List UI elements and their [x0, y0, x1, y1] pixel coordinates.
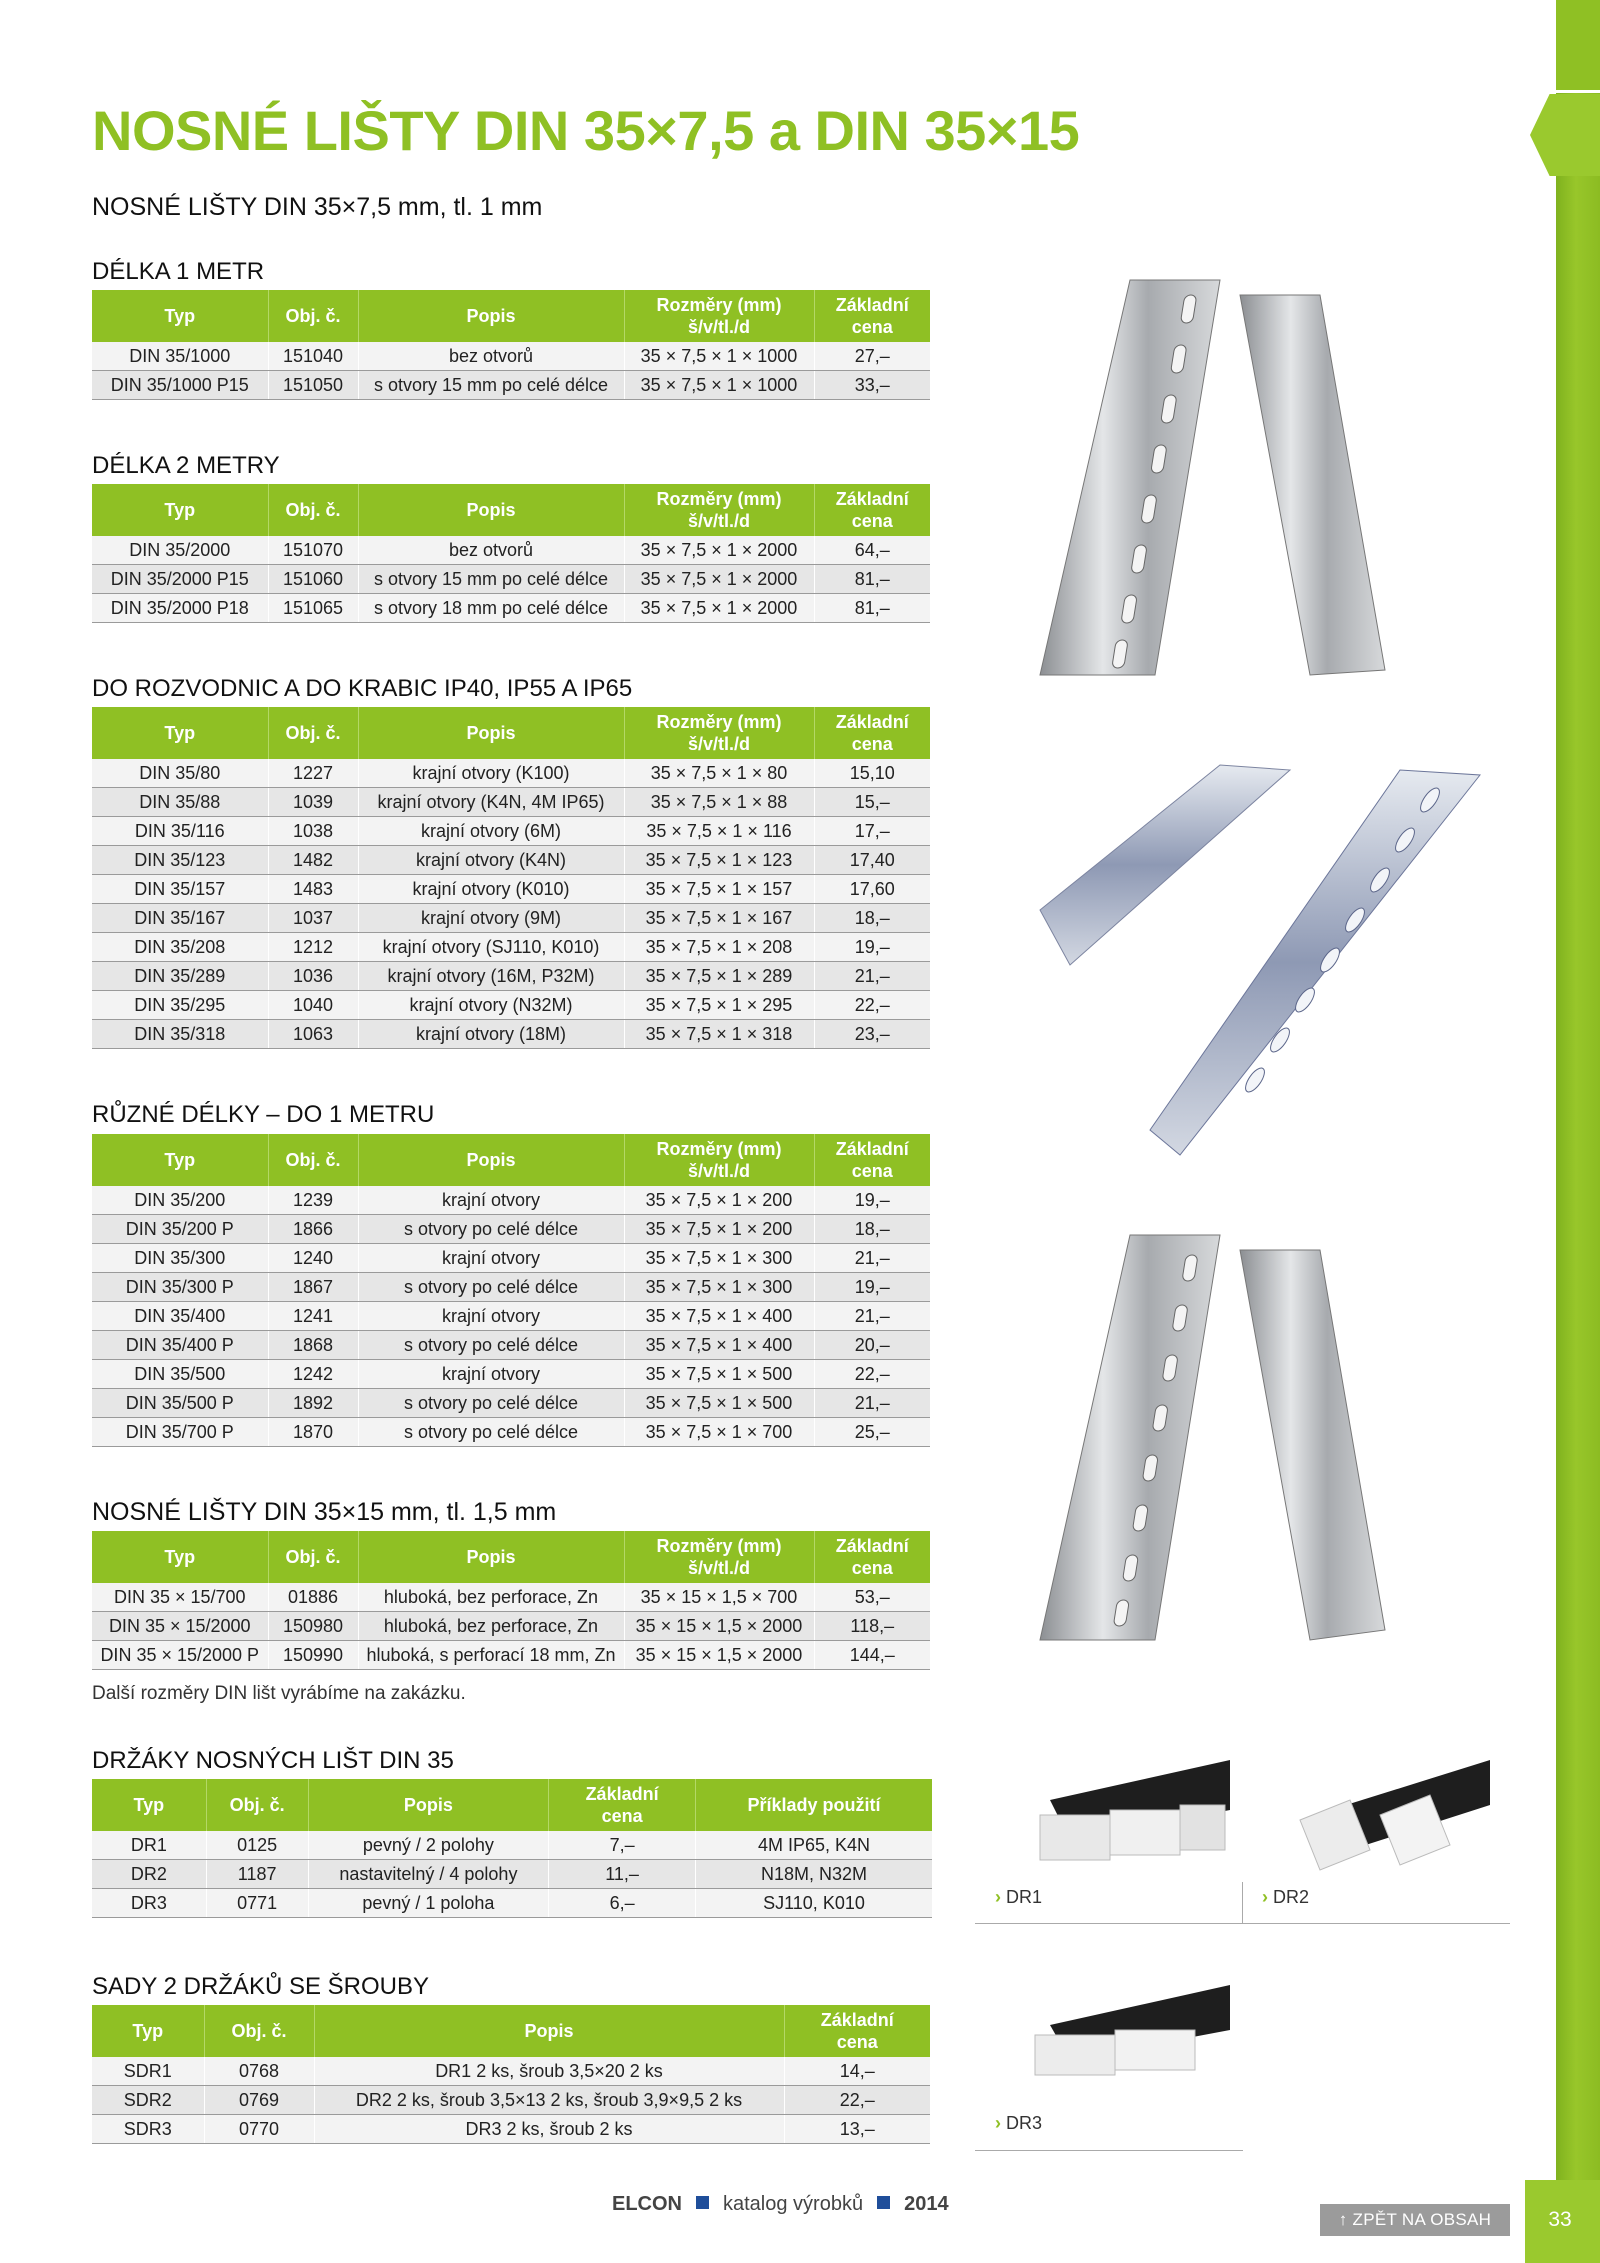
- table-cell: 1892: [268, 1389, 358, 1418]
- table-cell: DIN 35 × 15/2000 P: [92, 1641, 268, 1670]
- table-cell: hluboká, bez perforace, Zn: [358, 1583, 624, 1612]
- table-cell: 1036: [268, 962, 358, 991]
- table-cell: 23,–: [814, 1020, 930, 1049]
- header-rozmery: Rozměry (mm) š/v/tl./d: [624, 290, 814, 342]
- table-cell: 35 × 7,5 × 1 × 400: [624, 1302, 814, 1331]
- table-row: [92, 1273, 930, 1302]
- header-obj: Obj. č.: [268, 484, 358, 536]
- table-cell: s otvory po celé délce: [358, 1418, 624, 1447]
- table-cell: 15,–: [814, 788, 930, 817]
- header-typ: Typ: [92, 707, 268, 759]
- footer-square-icon: [696, 2196, 709, 2209]
- dr3-photo: [1010, 1985, 1230, 2095]
- table-cell: 35 × 7,5 × 1 × 88: [624, 788, 814, 817]
- header-cena: Základní cena: [814, 290, 930, 342]
- table-cell: 35 × 7,5 × 1 × 500: [624, 1389, 814, 1418]
- header-obj: Obj. č.: [268, 290, 358, 342]
- table-row: [92, 846, 930, 875]
- header-cena: Základní cena: [814, 1134, 930, 1186]
- table-cell: 11,–: [549, 1860, 696, 1889]
- header-priklady: Příklady použití: [695, 1779, 932, 1831]
- table-cell: 151040: [268, 342, 358, 371]
- table-cell: DR1 2 ks, šroub 3,5×20 2 ks: [314, 2057, 784, 2086]
- din-rail-photo-3: [1020, 1230, 1420, 1650]
- table-cell: 1482: [268, 846, 358, 875]
- table-cell: 35 × 7,5 × 1 × 116: [624, 817, 814, 846]
- table-cell: 1187: [206, 1860, 308, 1889]
- table-cell: DIN 35/295: [92, 991, 268, 1020]
- table-row: [92, 342, 930, 371]
- table-cell: krajní otvory (N32M): [358, 991, 624, 1020]
- section-heading-1m: DÉLKA 1 METR: [92, 258, 265, 285]
- table-row: [92, 933, 930, 962]
- header-popis: Popis: [358, 1531, 624, 1583]
- caption-dr2-label: DR2: [1273, 1887, 1310, 1907]
- table-cell: 22,–: [814, 991, 930, 1020]
- table-header-row: [92, 290, 930, 342]
- table-cell: DIN 35/400: [92, 1302, 268, 1331]
- table-cell: s otvory po celé délce: [358, 1389, 624, 1418]
- table-cell: krajní otvory (K4N): [358, 846, 624, 875]
- header-rozmery: Rozměry (mm) š/v/tl./d: [624, 707, 814, 759]
- table-cell: 35 × 7,5 × 1 × 289: [624, 962, 814, 991]
- table-cell: 1483: [268, 875, 358, 904]
- table-cell: 1866: [268, 1215, 358, 1244]
- table-header-row: [92, 1779, 932, 1831]
- table-cell: 19,–: [814, 933, 930, 962]
- table-cell: DIN 35/318: [92, 1020, 268, 1049]
- table-cell: krajní otvory (K100): [358, 759, 624, 788]
- table-row: [92, 1215, 930, 1244]
- table-cell: 1241: [268, 1302, 358, 1331]
- table-cell: DIN 35/500: [92, 1360, 268, 1389]
- table-1m: [92, 290, 930, 400]
- table-cell: 0771: [206, 1889, 308, 1918]
- table-header-row: [92, 707, 930, 759]
- table-cell: 35 × 7,5 × 1 × 208: [624, 933, 814, 962]
- table-cell: 35 × 7,5 × 1 × 700: [624, 1418, 814, 1447]
- table-row: [92, 1831, 932, 1860]
- table-cell: DIN 35/300 P: [92, 1273, 268, 1302]
- table-cell: krajní otvory (6M): [358, 817, 624, 846]
- table-cell: 14,–: [784, 2057, 930, 2086]
- table-cell: DR3: [92, 1889, 206, 1918]
- footer-brand: ELCON: [612, 2193, 682, 2215]
- header-rozmery: Rozměry (mm) š/v/tl./d: [624, 1531, 814, 1583]
- table-cell: DR2: [92, 1860, 206, 1889]
- table-row: [92, 1612, 930, 1641]
- dr2-photo: [1290, 1760, 1490, 1880]
- header-cena: Základní cena: [549, 1779, 696, 1831]
- header-cena: Základní cena: [784, 2005, 930, 2057]
- section-heading-ip: DO ROZVODNIC A DO KRABIC IP40, IP55 A IP65: [92, 675, 633, 702]
- caption-dr3: [995, 2113, 1042, 2134]
- table-cell: krajní otvory (SJ110, K010): [358, 933, 624, 962]
- table-cell: 35 × 7,5 × 1 × 157: [624, 875, 814, 904]
- page-title: NOSNÉ LIŠTY DIN 35×7,5 a DIN 35×15: [92, 99, 1080, 162]
- table-cell: 17,–: [814, 817, 930, 846]
- table-cell: 144,–: [814, 1641, 930, 1670]
- sidebar-tab: [1530, 94, 1600, 176]
- table-cell: 1870: [268, 1418, 358, 1447]
- table-cell: DIN 35/123: [92, 846, 268, 875]
- table-cell: 1227: [268, 759, 358, 788]
- section-heading-holders: DRŽÁKY NOSNÝCH LIŠT DIN 35: [92, 1747, 454, 1774]
- custom-order-note: Další rozměry DIN lišt vyrábíme na zakázku.: [92, 1683, 466, 1704]
- table-cell: 35 × 7,5 × 1 × 80: [624, 759, 814, 788]
- table-cell: s otvory 18 mm po celé délce: [358, 594, 624, 623]
- table-header-row: [92, 1134, 930, 1186]
- chevron-right-icon: ›: [995, 1887, 1001, 1907]
- table-row: [92, 788, 930, 817]
- table-cell: bez otvorů: [358, 536, 624, 565]
- table-cell: N18M, N32M: [695, 1860, 932, 1889]
- table-cell: SJ110, K010: [695, 1889, 932, 1918]
- table-row: [92, 817, 930, 846]
- table-cell: DIN 35/2000 P15: [92, 565, 268, 594]
- table-cell: 35 × 7,5 × 1 × 500: [624, 1360, 814, 1389]
- table-cell: 1039: [268, 788, 358, 817]
- table-cell: 35 × 7,5 × 1 × 123: [624, 846, 814, 875]
- section-heading-din35x15: NOSNÉ LIŠTY DIN 35×15 mm, tl. 1,5 mm: [92, 1498, 557, 1526]
- table-cell: 35 × 7,5 × 1 × 1000: [624, 342, 814, 371]
- table-cell: DIN 35/88: [92, 788, 268, 817]
- table-row: [92, 875, 930, 904]
- table-cell: 19,–: [814, 1186, 930, 1215]
- table-row: [92, 962, 930, 991]
- caption-dr1-label: DR1: [1006, 1887, 1043, 1907]
- table-cell: 21,–: [814, 962, 930, 991]
- table-cell: krajní otvory (18M): [358, 1020, 624, 1049]
- table-row: [92, 2057, 930, 2086]
- section-heading-2m: DÉLKA 2 METRY: [92, 452, 280, 479]
- table-cell: krajní otvory (K010): [358, 875, 624, 904]
- table-cell: 35 × 7,5 × 1 × 318: [624, 1020, 814, 1049]
- table-cell: nastavitelný / 4 polohy: [308, 1860, 549, 1889]
- table-cell: 22,–: [814, 1360, 930, 1389]
- table-cell: DIN 35/167: [92, 904, 268, 933]
- table-row: [92, 1331, 930, 1360]
- footer: [612, 2193, 949, 2216]
- table-cell: DIN 35/2000 P18: [92, 594, 268, 623]
- table-cell: 0125: [206, 1831, 308, 1860]
- header-typ: Typ: [92, 290, 268, 342]
- table-cell: 35 × 7,5 × 1 × 2000: [624, 536, 814, 565]
- table-cell: 18,–: [814, 1215, 930, 1244]
- table-cell: 35 × 7,5 × 1 × 2000: [624, 594, 814, 623]
- back-to-contents-button[interactable]: ↑ ZPĚT NA OBSAH: [1320, 2204, 1510, 2236]
- table-cell: DIN 35/400 P: [92, 1331, 268, 1360]
- table-cell: 21,–: [814, 1389, 930, 1418]
- table-cell: 0769: [204, 2086, 314, 2115]
- table-cell: 1868: [268, 1331, 358, 1360]
- table-cell: 35 × 7,5 × 1 × 300: [624, 1244, 814, 1273]
- table-cell: DIN 35 × 15/2000: [92, 1612, 268, 1641]
- header-cena: Základní cena: [814, 707, 930, 759]
- table-cell: 150990: [268, 1641, 358, 1670]
- table-cell: DIN 35/500 P: [92, 1389, 268, 1418]
- table-cell: 1038: [268, 817, 358, 846]
- table-cell: 151070: [268, 536, 358, 565]
- table-cell: 151060: [268, 565, 358, 594]
- table-cell: 35 × 7,5 × 1 × 200: [624, 1215, 814, 1244]
- chevron-right-icon: ›: [1262, 1887, 1268, 1907]
- table-cell: DR1: [92, 1831, 206, 1860]
- table-row: [92, 1418, 930, 1447]
- table-cell: DIN 35/289: [92, 962, 268, 991]
- table-cell: 0768: [204, 2057, 314, 2086]
- table-cell: pevný / 2 polohy: [308, 1831, 549, 1860]
- table-row: [92, 371, 930, 400]
- table-row: [92, 536, 930, 565]
- footer-year: 2014: [904, 2193, 949, 2215]
- table-cell: 35 × 7,5 × 1 × 295: [624, 991, 814, 1020]
- table-cell: hluboká, s perforací 18 mm, Zn: [358, 1641, 624, 1670]
- table-ip: [92, 707, 930, 1049]
- table-cell: DIN 35/1000: [92, 342, 268, 371]
- table-row: [92, 904, 930, 933]
- table-header-row: [92, 2005, 930, 2057]
- table-cell: 1063: [268, 1020, 358, 1049]
- table-cell: 35 × 15 × 1,5 × 2000: [624, 1612, 814, 1641]
- table-cell: s otvory po celé délce: [358, 1273, 624, 1302]
- table-cell: 35 × 7,5 × 1 × 200: [624, 1186, 814, 1215]
- header-rozmery: Rozměry (mm) š/v/tl./d: [624, 1134, 814, 1186]
- table-cell: DIN 35/200 P: [92, 1215, 268, 1244]
- table-cell: DR3 2 ks, šroub 2 ks: [314, 2115, 784, 2144]
- table-cell: 1037: [268, 904, 358, 933]
- table-cell: 0770: [204, 2115, 314, 2144]
- table-cell: 1242: [268, 1360, 358, 1389]
- section-heading-sets: SADY 2 DRŽÁKŮ SE ŠROUBY: [92, 1973, 429, 2000]
- table-cell: 151065: [268, 594, 358, 623]
- table-row: [92, 1244, 930, 1273]
- table-row: [92, 594, 930, 623]
- table-cell: 1212: [268, 933, 358, 962]
- page-number: 33: [1548, 2208, 1572, 2231]
- table-cell: 81,–: [814, 565, 930, 594]
- table-cell: 25,–: [814, 1418, 930, 1447]
- table-cell: 27,–: [814, 342, 930, 371]
- table-row: [92, 2086, 930, 2115]
- table-cell: s otvory 15 mm po celé délce: [358, 371, 624, 400]
- table-cell: krajní otvory: [358, 1360, 624, 1389]
- table-cell: 1040: [268, 991, 358, 1020]
- table-cell: 20,–: [814, 1331, 930, 1360]
- header-obj: Obj. č.: [206, 1779, 308, 1831]
- table-cell: DIN 35/157: [92, 875, 268, 904]
- table-cell: s otvory po celé délce: [358, 1215, 624, 1244]
- header-typ: Typ: [92, 2005, 204, 2057]
- table-cell: 21,–: [814, 1302, 930, 1331]
- table-cell: krajní otvory: [358, 1186, 624, 1215]
- table-cell: 17,40: [814, 846, 930, 875]
- table-cell: 1867: [268, 1273, 358, 1302]
- table-holders: [92, 1779, 932, 1918]
- table-cell: 4M IP65, K4N: [695, 1831, 932, 1860]
- table-cell: 13,–: [784, 2115, 930, 2144]
- table-cell: bez otvorů: [358, 342, 624, 371]
- header-obj: Obj. č.: [268, 1134, 358, 1186]
- table-cell: DIN 35/2000: [92, 536, 268, 565]
- table-cell: 6,–: [549, 1889, 696, 1918]
- chevron-right-icon: ›: [995, 2113, 1001, 2133]
- table-cell: krajní otvory: [358, 1302, 624, 1331]
- table-row: [92, 2115, 930, 2144]
- table-cell: DIN 35/80: [92, 759, 268, 788]
- table-row: [92, 991, 930, 1020]
- header-cena: Základní cena: [814, 1531, 930, 1583]
- table-cell: 35 × 7,5 × 1 × 400: [624, 1331, 814, 1360]
- table-row: [92, 1302, 930, 1331]
- table-cell: 7,–: [549, 1831, 696, 1860]
- table-cell: 21,–: [814, 1244, 930, 1273]
- table-din35x15: [92, 1531, 930, 1670]
- table-cell: 35 × 15 × 1,5 × 700: [624, 1583, 814, 1612]
- table-cell: 53,–: [814, 1583, 930, 1612]
- header-popis: Popis: [358, 707, 624, 759]
- table-cell: DIN 35/116: [92, 817, 268, 846]
- table-cell: 35 × 7,5 × 1 × 2000: [624, 565, 814, 594]
- header-popis: Popis: [358, 1134, 624, 1186]
- footer-square-icon: [877, 2196, 890, 2209]
- table-row: [92, 1860, 932, 1889]
- table-cell: krajní otvory (K4N, 4M IP65): [358, 788, 624, 817]
- header-obj: Obj. č.: [204, 2005, 314, 2057]
- header-popis: Popis: [358, 484, 624, 536]
- table-cell: 22,–: [784, 2086, 930, 2115]
- caption-dr1: [995, 1887, 1042, 1908]
- header-popis: Popis: [314, 2005, 784, 2057]
- table-cell: DIN 35/700 P: [92, 1418, 268, 1447]
- header-typ: Typ: [92, 1531, 268, 1583]
- section-subtitle-din35x7: NOSNÉ LIŠTY DIN 35×7,5 mm, tl. 1 mm: [92, 193, 543, 221]
- table-cell: krajní otvory: [358, 1244, 624, 1273]
- table-cell: 1239: [268, 1186, 358, 1215]
- dr1-photo: [1010, 1760, 1230, 1880]
- din-rail-photo-1: [1020, 275, 1420, 685]
- table-2m: [92, 484, 930, 623]
- table-cell: 1240: [268, 1244, 358, 1273]
- table-cell: SDR1: [92, 2057, 204, 2086]
- caption-dr3-label: DR3: [1006, 2113, 1043, 2133]
- table-cell: 01886: [268, 1583, 358, 1612]
- table-cell: 118,–: [814, 1612, 930, 1641]
- table-cell: 17,60: [814, 875, 930, 904]
- table-cell: DIN 35/300: [92, 1244, 268, 1273]
- table-cell: pevný / 1 poloha: [308, 1889, 549, 1918]
- table-cell: 150980: [268, 1612, 358, 1641]
- header-popis: Popis: [358, 290, 624, 342]
- table-cell: s otvory 15 mm po celé délce: [358, 565, 624, 594]
- table-cell: krajní otvory (9M): [358, 904, 624, 933]
- table-cell: 18,–: [814, 904, 930, 933]
- table-row: [92, 1389, 930, 1418]
- table-cell: DR2 2 ks, šroub 3,5×13 2 ks, šroub 3,9×9,5 2 ks: [314, 2086, 784, 2115]
- table-cell: 35 × 7,5 × 1 × 167: [624, 904, 814, 933]
- header-typ: Typ: [92, 1134, 268, 1186]
- header-obj: Obj. č.: [268, 1531, 358, 1583]
- table-row: [92, 759, 930, 788]
- header-rozmery: Rozměry (mm) š/v/tl./d: [624, 484, 814, 536]
- section-heading-various: RŮZNÉ DÉLKY – DO 1 METRU: [92, 1101, 435, 1128]
- table-cell: SDR2: [92, 2086, 204, 2115]
- table-cell: 19,–: [814, 1273, 930, 1302]
- table-cell: 35 × 15 × 1,5 × 2000: [624, 1641, 814, 1670]
- table-cell: s otvory po celé délce: [358, 1331, 624, 1360]
- header-obj: Obj. č.: [268, 707, 358, 759]
- table-row: [92, 1583, 930, 1612]
- table-cell: 15,10: [814, 759, 930, 788]
- table-cell: DIN 35/200: [92, 1186, 268, 1215]
- table-row: [92, 1889, 932, 1918]
- header-typ: Typ: [92, 484, 268, 536]
- table-cell: DIN 35 × 15/700: [92, 1583, 268, 1612]
- table-header-row: [92, 484, 930, 536]
- din-rail-photo-2: [1020, 760, 1490, 1160]
- table-row: [92, 1641, 930, 1670]
- table-header-row: [92, 1531, 930, 1583]
- sidebar-stripe: [1556, 0, 1600, 2263]
- header-typ: Typ: [92, 1779, 206, 1831]
- table-row: [92, 1020, 930, 1049]
- table-cell: 64,–: [814, 536, 930, 565]
- header-cena: Základní cena: [814, 484, 930, 536]
- table-cell: 151050: [268, 371, 358, 400]
- table-various: [92, 1134, 930, 1447]
- table-cell: 81,–: [814, 594, 930, 623]
- table-cell: 35 × 7,5 × 1 × 1000: [624, 371, 814, 400]
- table-cell: DIN 35/1000 P15: [92, 371, 268, 400]
- table-cell: DIN 35/208: [92, 933, 268, 962]
- header-popis: Popis: [308, 1779, 549, 1831]
- table-cell: 33,–: [814, 371, 930, 400]
- table-row: [92, 1360, 930, 1389]
- table-row: [92, 565, 930, 594]
- table-cell: krajní otvory (16M, P32M): [358, 962, 624, 991]
- table-cell: SDR3: [92, 2115, 204, 2144]
- caption-dr2: [1262, 1887, 1309, 1908]
- sidebar-cap: [1556, 0, 1600, 93]
- table-cell: hluboká, bez perforace, Zn: [358, 1612, 624, 1641]
- table-cell: 35 × 7,5 × 1 × 300: [624, 1273, 814, 1302]
- caption-divider: [975, 1923, 1510, 1924]
- caption-separator: [1242, 1882, 1243, 1923]
- table-row: [92, 1186, 930, 1215]
- caption-divider-dr3: [975, 2150, 1243, 2151]
- table-sets: [92, 2005, 930, 2144]
- footer-catalog: katalog výrobků: [723, 2193, 864, 2215]
